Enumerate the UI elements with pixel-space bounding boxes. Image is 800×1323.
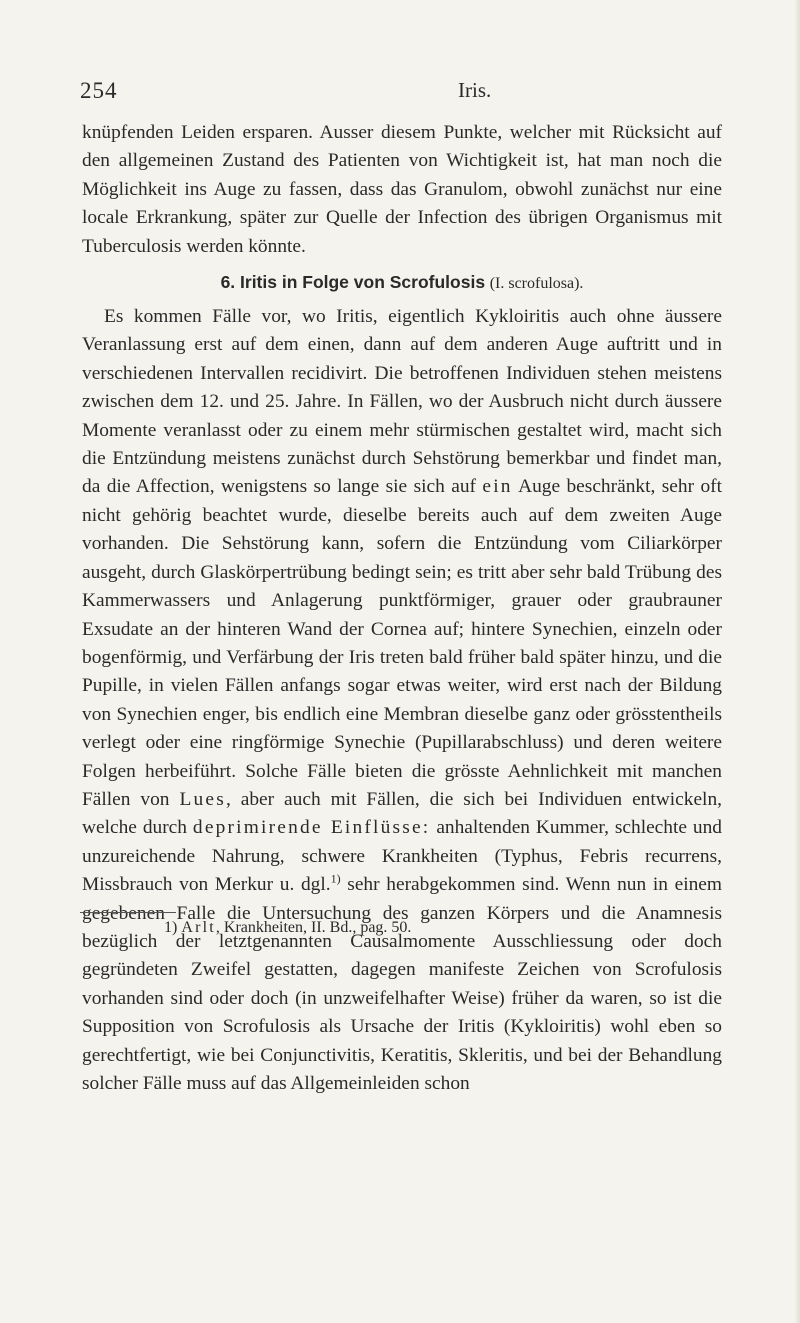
paragraph-main: [82, 303, 722, 1098]
emphasis-lues: Lues: [179, 788, 226, 810]
footnote-author: Arlt: [181, 919, 216, 936]
footnote-reference: 1): [330, 871, 341, 886]
footnote-text: , Krankheiten, II. Bd., pag. 50.: [215, 919, 412, 936]
paragraph-main-part-2: Auge beschränkt, sehr oft nicht gehörig beachtet wurde, dieselbe bereits auch auf dem zweiten Auge vorhanden. Die Sehstörung kann, sofern die Entzündung vom Ciliarkörper ausgeht, durch Glaskörpertrübung bedingt sein; es tritt aber sehr bald Trübung des Kammerwassers und Anlagerung punktförmiger, grauer oder graubrauner Exsudate an der hinteren Wand der Cornea auf; hintere Synechien, einzeln oder bogenförmig, und Verfärbung der Iris treten bald früher bald später hinzu, und die Pupille, in vielen Fällen anfangs sogar etwas weiter, wird erst nach der Bildung von Synechien enger, bis endlich eine Membran dieselbe ganz oder grösstentheils verlegt oder eine ringförmige Synechie (Pupillarabschluss) und deren weitere Folgen herbeiführt. Solche Fälle bieten die grösste Aehnlichkeit mit manchen Fällen von: [82, 476, 722, 810]
section-title: 6. Iritis in Folge von Scrofulosis: [220, 272, 486, 293]
running-title: Iris.: [458, 78, 492, 102]
emphasis-deprimirende: deprimirende Einflüsse:: [192, 817, 431, 839]
section-title-note: (I. scrofulosa).: [489, 275, 584, 293]
scan-edge-shadow: [794, 0, 800, 1323]
section-heading: [82, 267, 722, 299]
page-number: 254: [80, 78, 118, 103]
paragraph-continuation: knüpfenden Leiden ersparen. Ausser diesem Punkte, welcher mit Rücksicht auf den allgemeinen Zustand des Patienten von Wichtigkeit ist, hat man noch die Möglichkeit ins Auge zu fassen, dass das Granulom, obwohl zunächst nur eine locale Erkrankung, später zur Quelle der Infection des übrigen Organismus mit Tuberculosis werden könnte.: [82, 122, 722, 257]
paragraph-main-part-3: , aber auch mit Fällen, die sich bei Individuen entwickeln, welche durch: [82, 788, 722, 839]
paragraph-main-part-5: sehr herabgekommen sind. Wenn nun in einem gegebenen Falle die Untersuchung des ganzen Körpers und die Anamnesis bezüglich der letztgenannten Causalmomente Ausschliessung oder doch gegründeten Zweifel gestatten, dagegen manifeste Zeichen von Scrofulosis vorhanden sind oder doch (in unzweifelhafter Weise) früher da waren, so ist die Supposition von Scrofulosis als Ursache der Iritis (Kykloiritis) wohl eben so gerechtfertigt, wie bei Conjunctivitis, Keratitis, Skleritis, und bei der Behandlung solcher Fälle muss auf das Allgemeinleiden schon: [82, 874, 722, 1094]
footnote-divider: [80, 912, 176, 913]
page-header: [80, 78, 720, 108]
paragraph-main-part-1: Es kommen Fälle vor, wo Iritis, eigentlich Kykloiritis auch ohne äussere Veranlassung erst auf dem einen, dann auf dem anderen Auge auftritt und in verschiedenen Intervallen recidivirt. Die betroffenen Individuen stehen meistens zwischen dem 12. und 25. Jahre. In Fällen, wo der Ausbruch nicht durch äussere Momente veranlasst oder zu einem mehr stürmischen gestaltet wird, macht sich die Entzündung meistens zunächst durch Sehstörung bemerkbar und findet man, da die Affection, wenigstens so lange sie sich auf: [82, 306, 722, 498]
footnote-marker: 1): [164, 919, 178, 936]
footnote: [164, 917, 411, 939]
emphasis-ein: ein: [482, 476, 513, 498]
paragraph-main-part-4: anhaltenden Kummer, schlechte und unzureichende Nahrung, schwere Krankheiten (Typhus, Febris recurrens, Missbrauch von Merkur u. dgl.: [82, 817, 722, 896]
page-body: [82, 119, 722, 1098]
